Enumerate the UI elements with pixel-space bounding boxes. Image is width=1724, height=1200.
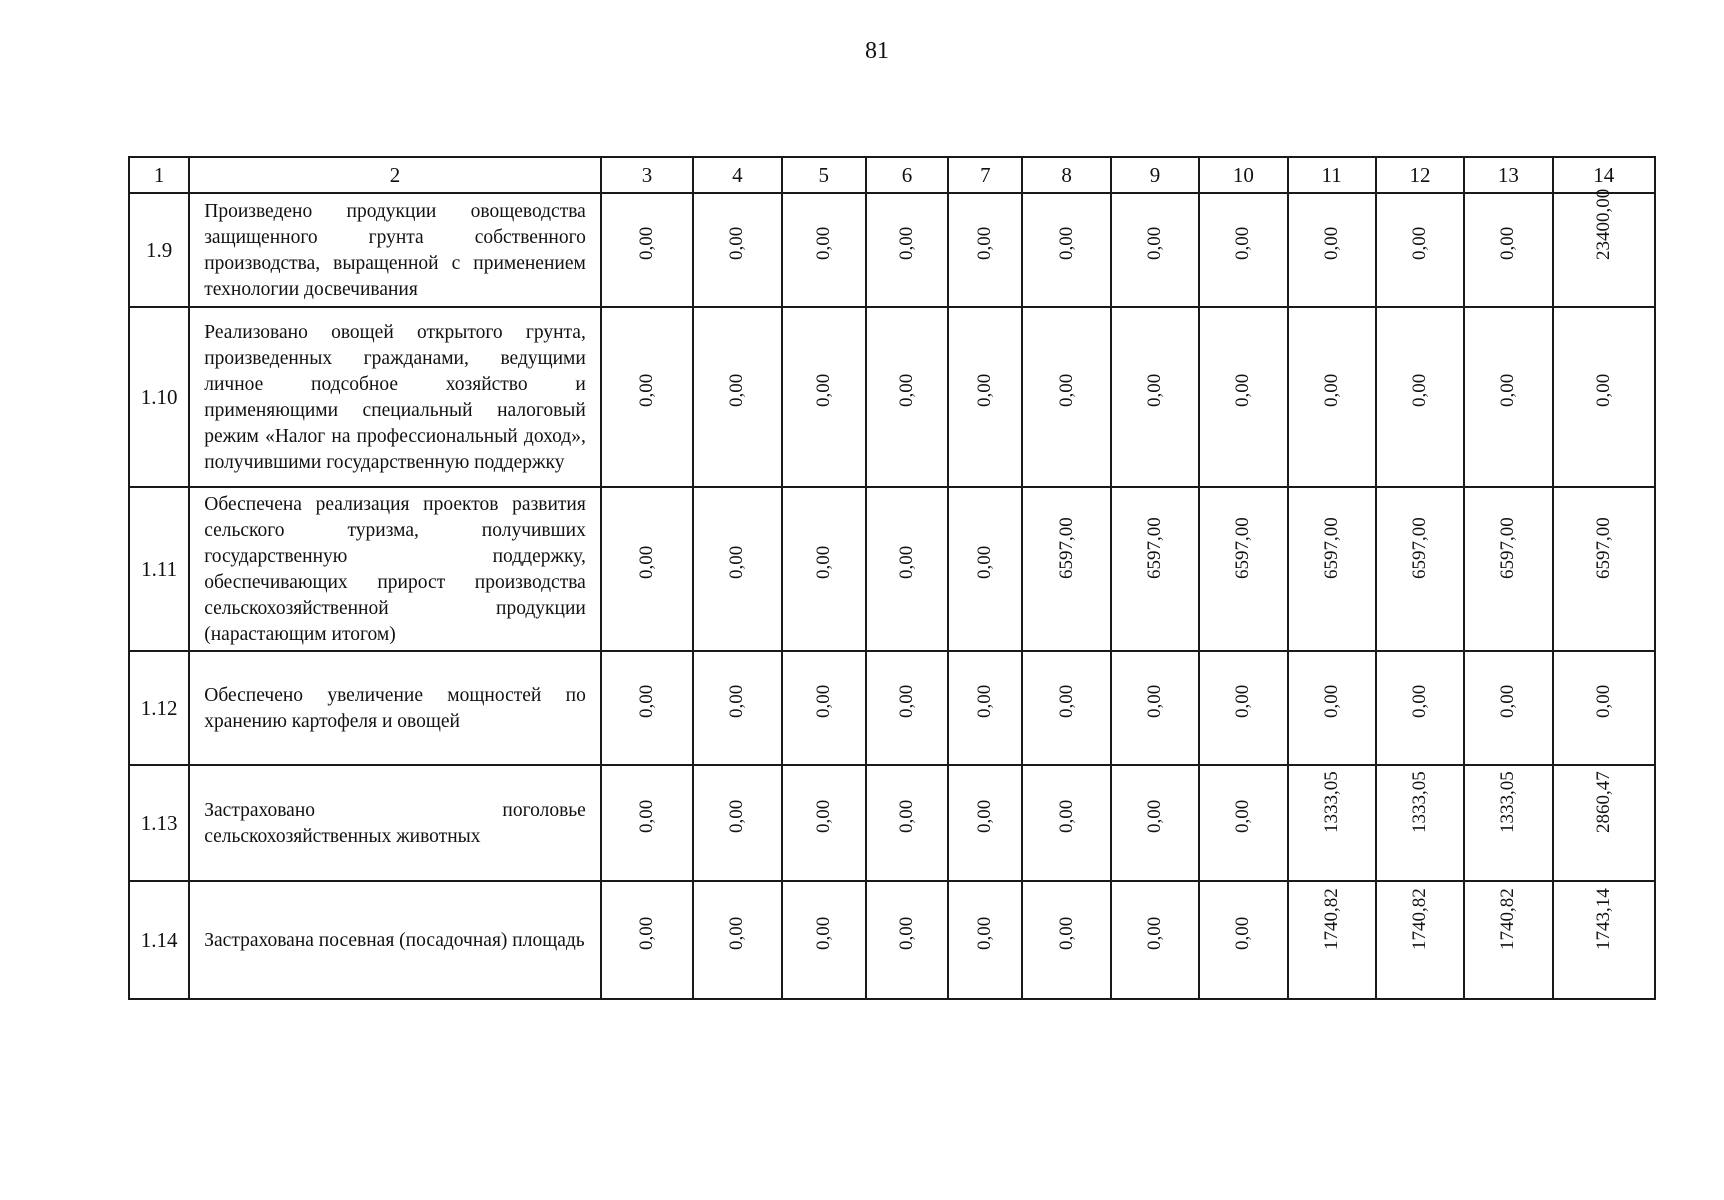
row-number: 1.12 bbox=[129, 651, 189, 765]
value-text: 0,00 bbox=[1143, 916, 1165, 950]
table-row bbox=[129, 765, 1655, 881]
value-cell bbox=[948, 307, 1022, 487]
row-description: Застраховано поголовье сельскохозяйственных животных bbox=[189, 765, 601, 881]
value-cell bbox=[1376, 487, 1464, 651]
value-cell bbox=[1111, 881, 1199, 999]
value-text: 6597,00 bbox=[1320, 517, 1342, 579]
value-cell bbox=[1464, 765, 1552, 881]
value-cell bbox=[782, 881, 866, 999]
value-cell bbox=[866, 307, 948, 487]
value-text: 6597,00 bbox=[1409, 517, 1431, 579]
value-cell bbox=[601, 307, 693, 487]
value-text: 0,00 bbox=[1055, 799, 1077, 833]
value-text: 0,00 bbox=[1143, 226, 1165, 260]
column-header-2: 2 bbox=[189, 157, 601, 193]
value-text: 0,00 bbox=[896, 226, 918, 260]
value-cell bbox=[782, 307, 866, 487]
value-text: 0,00 bbox=[726, 684, 748, 718]
value-text: 0,00 bbox=[1055, 226, 1077, 260]
value-text: 0,00 bbox=[1232, 226, 1254, 260]
value-cell bbox=[1553, 487, 1655, 651]
value-text: 0,00 bbox=[1055, 684, 1077, 718]
indicators-table bbox=[128, 156, 1656, 1000]
value-cell bbox=[866, 881, 948, 999]
value-cell bbox=[1376, 651, 1464, 765]
value-text: 0,00 bbox=[1497, 226, 1519, 260]
value-text: 1333,05 bbox=[1320, 771, 1342, 833]
value-text: 0,00 bbox=[896, 373, 918, 407]
column-header-9: 9 bbox=[1111, 157, 1199, 193]
value-cell bbox=[866, 651, 948, 765]
value-text: 0,00 bbox=[1232, 916, 1254, 950]
row-number: 1.11 bbox=[129, 487, 189, 651]
value-cell bbox=[948, 193, 1022, 307]
value-text: 0,00 bbox=[636, 545, 658, 579]
value-text: 6597,00 bbox=[1592, 517, 1614, 579]
value-cell bbox=[948, 765, 1022, 881]
column-header-5: 5 bbox=[782, 157, 866, 193]
value-cell bbox=[1288, 881, 1376, 999]
value-text: 0,00 bbox=[896, 916, 918, 950]
value-cell bbox=[1553, 307, 1655, 487]
value-cell bbox=[782, 765, 866, 881]
value-cell bbox=[693, 487, 781, 651]
value-cell bbox=[1199, 307, 1287, 487]
value-text: 0,00 bbox=[1409, 226, 1431, 260]
value-cell bbox=[601, 765, 693, 881]
value-text: 0,00 bbox=[636, 799, 658, 833]
value-text: 0,00 bbox=[1232, 684, 1254, 718]
value-cell bbox=[1022, 193, 1110, 307]
column-header-6: 6 bbox=[866, 157, 948, 193]
value-text: 0,00 bbox=[974, 684, 996, 718]
value-cell bbox=[1288, 765, 1376, 881]
value-cell bbox=[1199, 487, 1287, 651]
value-cell bbox=[866, 193, 948, 307]
value-text: 0,00 bbox=[726, 799, 748, 833]
value-text: 23400,00 bbox=[1592, 188, 1614, 260]
value-text: 0,00 bbox=[1409, 373, 1431, 407]
value-cell bbox=[1022, 881, 1110, 999]
value-cell bbox=[866, 765, 948, 881]
value-cell bbox=[1464, 193, 1552, 307]
row-description: Обеспечено увеличение мощностей по хранению картофеля и овощей bbox=[189, 651, 601, 765]
value-cell bbox=[1376, 765, 1464, 881]
value-text: 0,00 bbox=[726, 226, 748, 260]
value-cell bbox=[782, 487, 866, 651]
value-text: 0,00 bbox=[1497, 684, 1519, 718]
value-cell bbox=[601, 881, 693, 999]
value-text: 2860,47 bbox=[1592, 771, 1614, 833]
value-cell bbox=[1553, 651, 1655, 765]
value-text: 0,00 bbox=[812, 373, 834, 407]
column-header-4: 4 bbox=[693, 157, 781, 193]
value-text: 0,00 bbox=[636, 373, 658, 407]
value-text: 1740,82 bbox=[1497, 888, 1519, 950]
value-cell bbox=[782, 651, 866, 765]
value-cell bbox=[693, 765, 781, 881]
value-cell bbox=[1111, 765, 1199, 881]
value-cell bbox=[601, 193, 693, 307]
value-cell bbox=[693, 881, 781, 999]
column-header-13: 13 bbox=[1464, 157, 1552, 193]
row-description: Реализовано овощей открытого грунта, произведенных гражданами, ведущими личное подсобное хозяйство и применяющими специальный налоговый режим «Налог на профессиональный доход», получившими государственную поддержку bbox=[189, 307, 601, 487]
value-text: 0,00 bbox=[812, 799, 834, 833]
value-text: 0,00 bbox=[636, 684, 658, 718]
row-number: 1.10 bbox=[129, 307, 189, 487]
value-cell bbox=[1199, 881, 1287, 999]
value-cell bbox=[1376, 881, 1464, 999]
value-cell bbox=[1464, 881, 1552, 999]
value-cell bbox=[1022, 765, 1110, 881]
value-text: 1740,82 bbox=[1320, 888, 1342, 950]
value-text: 0,00 bbox=[896, 684, 918, 718]
value-cell bbox=[601, 487, 693, 651]
value-text: 0,00 bbox=[1320, 226, 1342, 260]
value-text: 0,00 bbox=[1143, 373, 1165, 407]
value-cell bbox=[693, 193, 781, 307]
value-cell bbox=[1288, 487, 1376, 651]
value-cell bbox=[1464, 487, 1552, 651]
value-cell bbox=[1199, 651, 1287, 765]
value-cell bbox=[1553, 765, 1655, 881]
value-text: 1743,14 bbox=[1592, 888, 1614, 950]
value-text: 0,00 bbox=[636, 226, 658, 260]
row-number: 1.9 bbox=[129, 193, 189, 307]
column-header-7: 7 bbox=[948, 157, 1022, 193]
value-cell bbox=[1199, 193, 1287, 307]
value-cell bbox=[1199, 765, 1287, 881]
value-text: 0,00 bbox=[636, 916, 658, 950]
row-number: 1.13 bbox=[129, 765, 189, 881]
header-row bbox=[129, 157, 1655, 193]
value-cell bbox=[1022, 487, 1110, 651]
value-cell bbox=[1288, 651, 1376, 765]
value-text: 6597,00 bbox=[1497, 517, 1519, 579]
value-text: 0,00 bbox=[974, 226, 996, 260]
value-text: 0,00 bbox=[726, 545, 748, 579]
table-row bbox=[129, 307, 1655, 487]
row-description: Застрахована посевная (посадочная) площадь bbox=[189, 881, 601, 999]
value-text: 0,00 bbox=[812, 545, 834, 579]
value-text: 0,00 bbox=[1497, 373, 1519, 407]
value-text: 1333,05 bbox=[1409, 771, 1431, 833]
value-text: 0,00 bbox=[812, 684, 834, 718]
value-cell bbox=[1464, 651, 1552, 765]
value-cell bbox=[1376, 307, 1464, 487]
value-cell bbox=[693, 651, 781, 765]
value-text: 0,00 bbox=[1320, 373, 1342, 407]
value-text: 6597,00 bbox=[1143, 517, 1165, 579]
value-cell bbox=[1553, 881, 1655, 999]
value-cell bbox=[1553, 188, 1655, 307]
value-text: 0,00 bbox=[1409, 684, 1431, 718]
table-row bbox=[129, 651, 1655, 765]
value-text: 1740,82 bbox=[1409, 888, 1431, 950]
value-cell bbox=[601, 651, 693, 765]
value-text: 0,00 bbox=[1592, 373, 1614, 407]
value-text: 0,00 bbox=[726, 373, 748, 407]
value-cell bbox=[1111, 307, 1199, 487]
value-text: 0,00 bbox=[1232, 373, 1254, 407]
value-text: 0,00 bbox=[974, 799, 996, 833]
value-cell bbox=[1022, 651, 1110, 765]
row-description: Обеспечена реализация проектов развития сельского туризма, получивших государственную поддержку, обеспечивающих прирост производства сельскохозяйственной продукции (нарастающим итогом) bbox=[189, 487, 601, 651]
value-text: 0,00 bbox=[1055, 373, 1077, 407]
column-header-8: 8 bbox=[1022, 157, 1110, 193]
value-cell bbox=[1111, 193, 1199, 307]
column-header-1: 1 bbox=[129, 157, 189, 193]
value-text: 0,00 bbox=[1143, 684, 1165, 718]
column-header-14: 14 bbox=[1553, 157, 1655, 193]
value-text: 0,00 bbox=[974, 916, 996, 950]
value-text: 6597,00 bbox=[1232, 517, 1254, 579]
column-header-10: 10 bbox=[1199, 157, 1287, 193]
value-text: 0,00 bbox=[812, 916, 834, 950]
table-row bbox=[129, 881, 1655, 999]
value-cell bbox=[948, 651, 1022, 765]
column-header-3: 3 bbox=[601, 157, 693, 193]
value-cell bbox=[1288, 193, 1376, 307]
value-cell bbox=[693, 307, 781, 487]
value-text: 0,00 bbox=[812, 226, 834, 260]
value-cell bbox=[866, 487, 948, 651]
value-text: 6597,00 bbox=[1055, 517, 1077, 579]
value-cell bbox=[948, 881, 1022, 999]
value-cell bbox=[1022, 307, 1110, 487]
value-cell bbox=[948, 487, 1022, 651]
row-number: 1.14 bbox=[129, 881, 189, 999]
value-text: 0,00 bbox=[974, 545, 996, 579]
value-text: 0,00 bbox=[974, 373, 996, 407]
value-cell bbox=[1111, 487, 1199, 651]
value-cell bbox=[1288, 307, 1376, 487]
column-header-11: 11 bbox=[1288, 157, 1376, 193]
value-text: 0,00 bbox=[896, 799, 918, 833]
page-number: 81 bbox=[865, 38, 889, 64]
row-description: Произведено продукции овощеводства защищенного грунта собственного производства, выращенной с применением технологии досвечивания bbox=[189, 193, 601, 307]
value-cell bbox=[1376, 193, 1464, 307]
value-text: 0,00 bbox=[1232, 799, 1254, 833]
value-cell bbox=[782, 193, 866, 307]
value-text: 0,00 bbox=[1143, 799, 1165, 833]
value-text: 0,00 bbox=[726, 916, 748, 950]
value-text: 0,00 bbox=[1320, 684, 1342, 718]
value-text: 0,00 bbox=[1055, 916, 1077, 950]
value-text: 1333,05 bbox=[1497, 771, 1519, 833]
table-row bbox=[129, 487, 1655, 651]
value-cell bbox=[1464, 307, 1552, 487]
value-text: 0,00 bbox=[1592, 684, 1614, 718]
value-text: 0,00 bbox=[896, 545, 918, 579]
column-header-12: 12 bbox=[1376, 157, 1464, 193]
value-cell bbox=[1111, 651, 1199, 765]
table-row bbox=[129, 193, 1655, 307]
